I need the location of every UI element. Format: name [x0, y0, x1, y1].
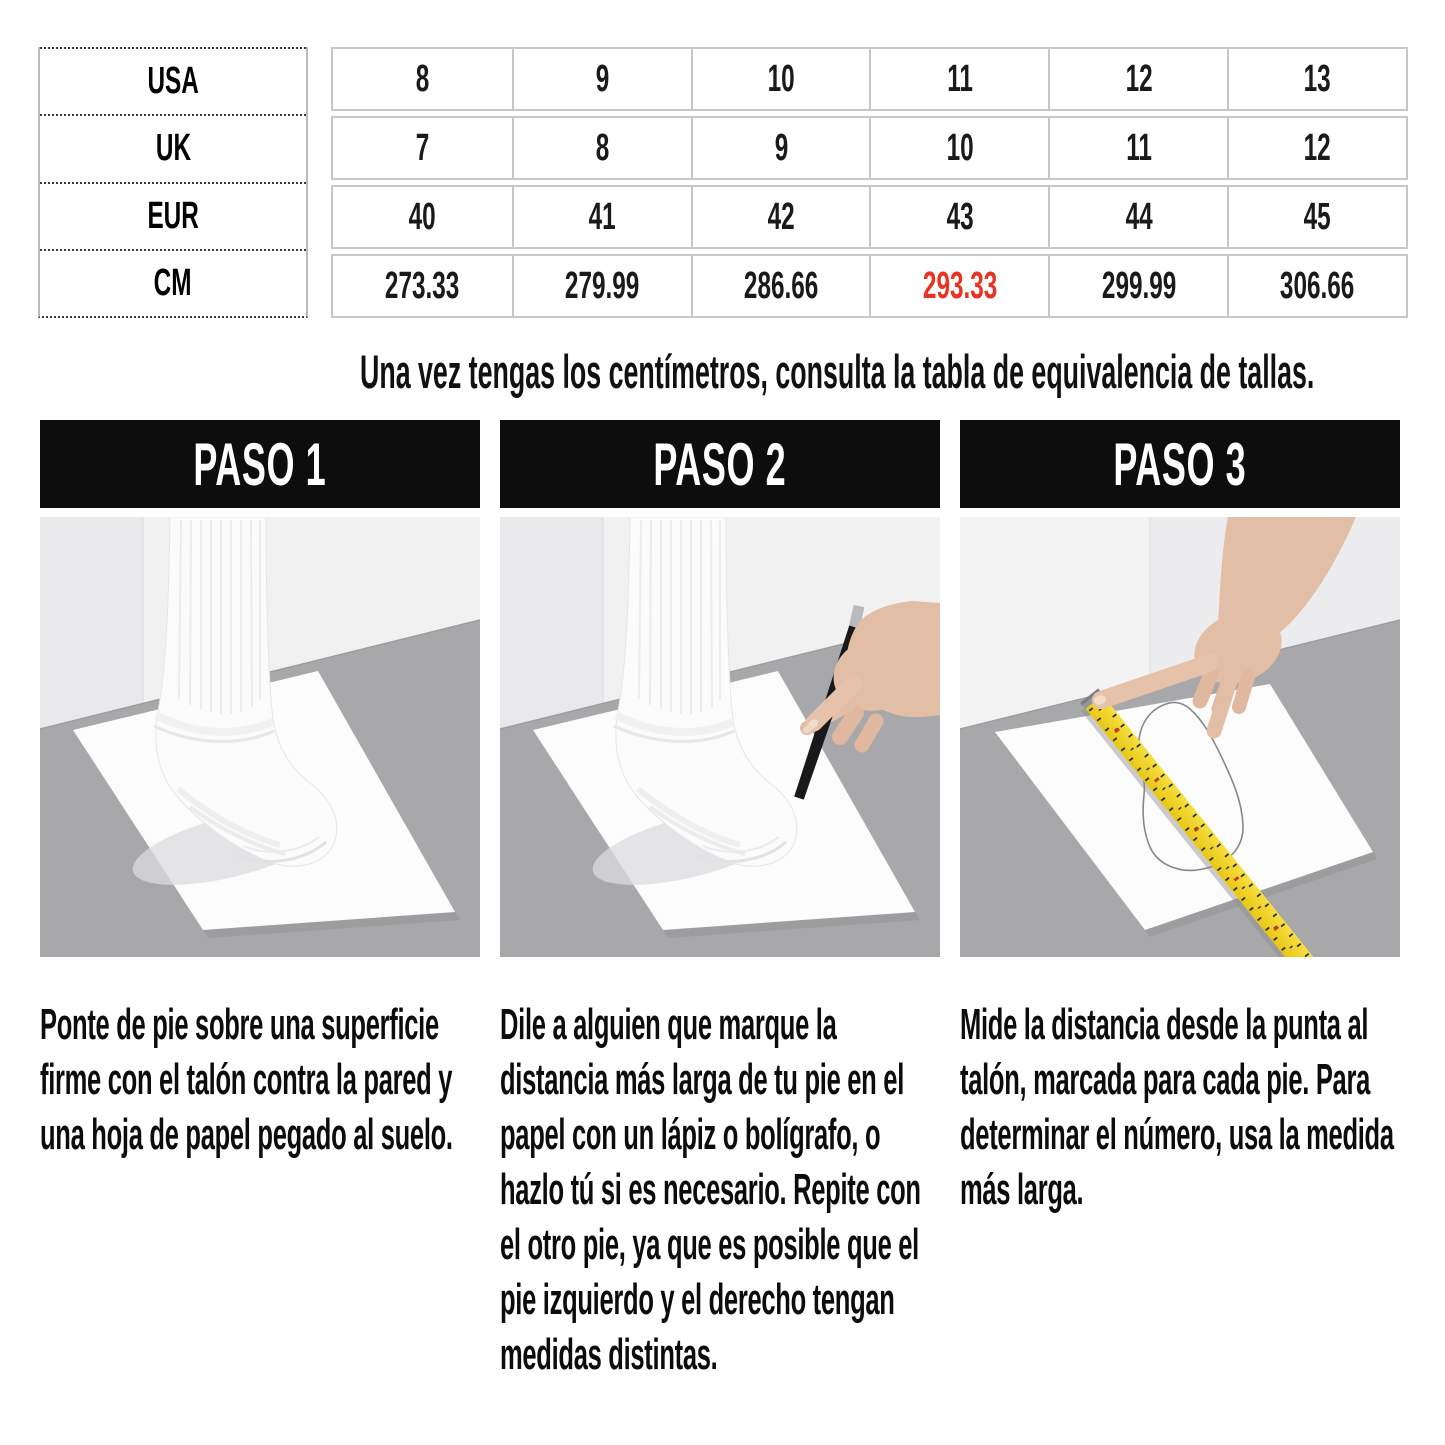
step-1-photo: [40, 517, 480, 957]
step-3-header: PASO 3: [960, 420, 1400, 508]
size-cell: 40: [408, 195, 436, 238]
size-table-values: [331, 47, 1408, 318]
size-cell: 299.99: [1048, 256, 1227, 316]
size-cell: 45: [1227, 187, 1406, 247]
hand-marking-foot-illustration: [500, 517, 940, 957]
size-cell: 13: [1227, 49, 1406, 109]
size-cell: 9: [691, 118, 870, 178]
row-label-cm: CM: [40, 249, 306, 316]
steps-section: [40, 420, 1400, 1382]
size-cell: 10: [869, 118, 1048, 178]
size-table-label-column: [38, 47, 308, 318]
size-cell: 10: [691, 49, 870, 109]
step-1-column: [40, 420, 480, 1382]
cm-highlight-cell: 293.33: [869, 256, 1048, 316]
step-2-photo: [500, 517, 940, 957]
step-2-column: [500, 420, 940, 1382]
size-cell: 273.33: [385, 264, 460, 307]
size-cell: 42: [691, 187, 870, 247]
size-row-uk: [331, 116, 1408, 180]
step-1-description: Ponte de pie sobre una superficie firme con el talón contra la pared y una hoja de papel pegado al suelo.: [40, 1000, 453, 1159]
size-row-usa: [331, 47, 1408, 111]
step-2-description: Dile a alguien que marque la distancia más larga de tu pie en el papel con un lápiz o bolígrafo, o hazlo tú si es necesario. Repite con el otro pie, ya que es posible que el pie izquierdo y el derecho tengan medidas distintas.: [500, 1000, 921, 1379]
size-cell: 43: [869, 187, 1048, 247]
size-row-cm: [331, 254, 1408, 318]
size-cell: 8: [512, 118, 691, 178]
size-cell: 11: [869, 49, 1048, 109]
step-2-header: PASO 2: [500, 420, 940, 508]
measuring-tape-illustration: [960, 517, 1400, 957]
step-3-description: Mide la distancia desde la punta al talón, marcada para cada pie. Para determinar el número, usa la medida más larga.: [960, 1000, 1394, 1214]
size-cell: 306.66: [1227, 256, 1406, 316]
size-cell: 8: [415, 57, 430, 100]
size-cell: 12: [1227, 118, 1406, 178]
size-cell: 279.99: [512, 256, 691, 316]
size-table: [38, 47, 1408, 318]
size-row-eur: [331, 185, 1408, 249]
row-label-eur: EUR: [40, 182, 306, 249]
foot-on-paper-illustration: [40, 517, 480, 957]
step-1-header: PASO 1: [40, 420, 480, 508]
size-cell: 11: [1048, 118, 1227, 178]
instructions-subtitle: Una vez tengas los centímetros, consulta la tabla de equivalencia de tallas.: [359, 345, 1315, 398]
size-cell: 286.66: [691, 256, 870, 316]
row-label-uk: UK: [40, 114, 306, 181]
size-cell: 9: [512, 49, 691, 109]
size-cell: 7: [415, 126, 430, 169]
size-cell: 41: [512, 187, 691, 247]
size-cell: 12: [1048, 49, 1227, 109]
size-cell: 44: [1048, 187, 1227, 247]
step-3-photo: [960, 517, 1400, 957]
row-label-usa: USA: [40, 47, 306, 114]
step-3-column: [960, 420, 1400, 1382]
